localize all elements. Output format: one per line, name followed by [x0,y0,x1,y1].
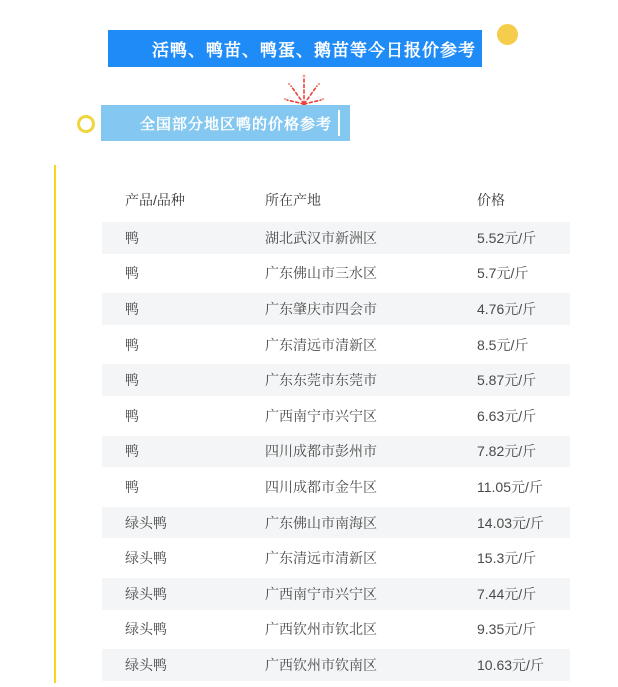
main-title: 活鸭、鸭苗、鸭蛋、鹅苗等今日报价参考 [152,41,476,60]
table-row [102,362,570,398]
product-cell: 鸭 [125,407,139,424]
product-cell: 绿头鸭 [125,585,167,602]
price-cell: 10.63元/斤 [477,656,544,673]
origin-cell: 湖北武汉市新洲区 [265,229,377,246]
product-cell: 绿头鸭 [125,621,167,638]
table-row [102,505,570,541]
table-row [102,291,570,327]
price-cell: 4.76元/斤 [477,300,537,317]
origin-cell: 四川成都市彭州市 [265,443,377,460]
main-title-banner [108,30,482,67]
origin-cell: 广东佛山市三水区 [265,265,377,282]
yellow-ring-decoration [77,115,95,133]
origin-cell: 广东清远市清新区 [265,550,377,567]
origin-cell: 广西南宁市兴宁区 [265,585,377,602]
table-row [102,220,570,256]
column-header: 所在产地 [265,192,321,208]
table-row [102,327,570,363]
product-cell: 绿头鸭 [125,514,167,531]
column-header: 产品/品种 [125,192,185,208]
product-cell: 鸭 [125,336,139,353]
table-row [102,540,570,576]
section-title-banner [101,105,350,141]
product-cell: 鸭 [125,300,139,317]
origin-cell: 广西钦州市钦南区 [265,656,377,673]
price-cell: 5.7元/斤 [477,265,529,282]
table-row [102,612,570,648]
table-row [102,576,570,612]
price-cell: 7.82元/斤 [477,443,537,460]
product-cell: 绿头鸭 [125,656,167,673]
product-cell: 鸭 [125,372,139,389]
origin-cell: 广西钦州市钦北区 [265,621,377,638]
price-cell: 7.44元/斤 [477,585,537,602]
table-body [102,220,570,683]
table-row [102,256,570,292]
price-cell: 6.63元/斤 [477,407,537,424]
column-header: 价格 [477,192,505,208]
price-cell: 9.35元/斤 [477,621,537,638]
price-cell: 11.05元/斤 [477,478,543,495]
left-accent-line [54,165,56,683]
origin-cell: 四川成都市金牛区 [265,478,377,495]
price-cell: 5.52元/斤 [477,229,537,246]
product-cell: 绿头鸭 [125,550,167,567]
table-header-row [102,180,570,220]
divider-bar [338,110,340,136]
product-cell: 鸭 [125,229,139,246]
origin-cell: 广西南宁市兴宁区 [265,407,377,424]
price-cell: 8.5元/斤 [477,336,529,353]
section-title: 全国部分地区鸭的价格参考 [140,115,333,133]
origin-cell: 广东佛山市南海区 [265,514,377,531]
product-cell: 鸭 [125,443,139,460]
table-row [102,469,570,505]
yellow-dot-decoration [497,24,518,45]
price-cell: 15.3元/斤 [477,550,537,567]
origin-cell: 广东肇庆市四会市 [265,300,377,317]
price-cell: 14.03元/斤 [477,514,544,531]
table-row [102,434,570,470]
product-cell: 鸭 [125,478,139,495]
product-cell: 鸭 [125,265,139,282]
table-row [102,398,570,434]
origin-cell: 广东东莞市东莞市 [265,372,377,389]
table-row [102,647,570,683]
price-cell: 5.87元/斤 [477,372,537,389]
price-table [102,180,570,683]
origin-cell: 广东清远市清新区 [265,336,377,353]
